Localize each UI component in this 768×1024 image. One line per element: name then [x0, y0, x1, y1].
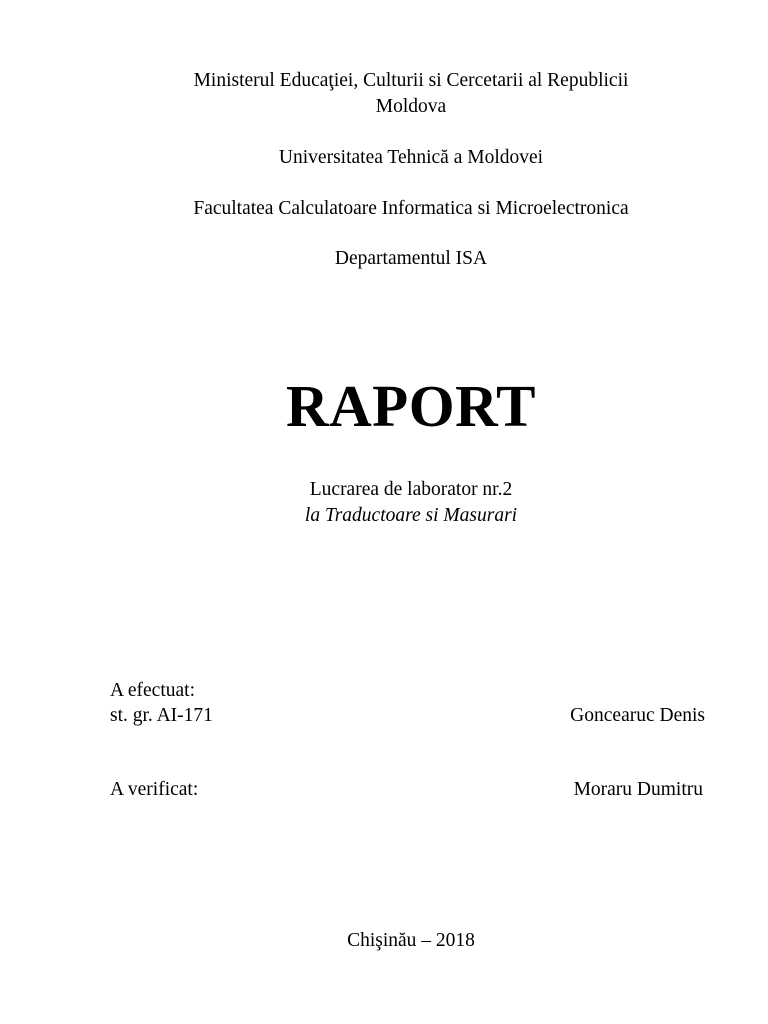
document-title: RAPORT	[285, 373, 537, 439]
performed-label: A efectuat:	[110, 680, 195, 701]
ministry-heading	[0, 68, 768, 120]
department-name: Departamentul ISA	[334, 248, 488, 269]
ministry-line-2: Moldova	[375, 96, 447, 117]
student-group: st. gr. AI-171	[110, 705, 213, 726]
student-name: Goncearuc Denis	[570, 705, 705, 726]
university-name: Universitatea Tehnică a Moldovei	[278, 147, 544, 168]
place-and-year: Chişinău – 2018	[347, 930, 475, 951]
teacher-name: Moraru Dumitru	[573, 779, 703, 800]
checked-label: A verificat:	[110, 779, 199, 800]
faculty-name: Facultatea Calculatoare Informatica si Microelectronica	[193, 198, 629, 219]
lab-number: Lucrarea de laborator nr.2	[309, 479, 513, 500]
lab-description	[0, 477, 768, 529]
lab-subject: la Traductoare si Masurari	[304, 505, 518, 526]
ministry-line-1: Ministerul Educaţiei, Culturii si Cercetarii al Republicii	[193, 70, 629, 91]
